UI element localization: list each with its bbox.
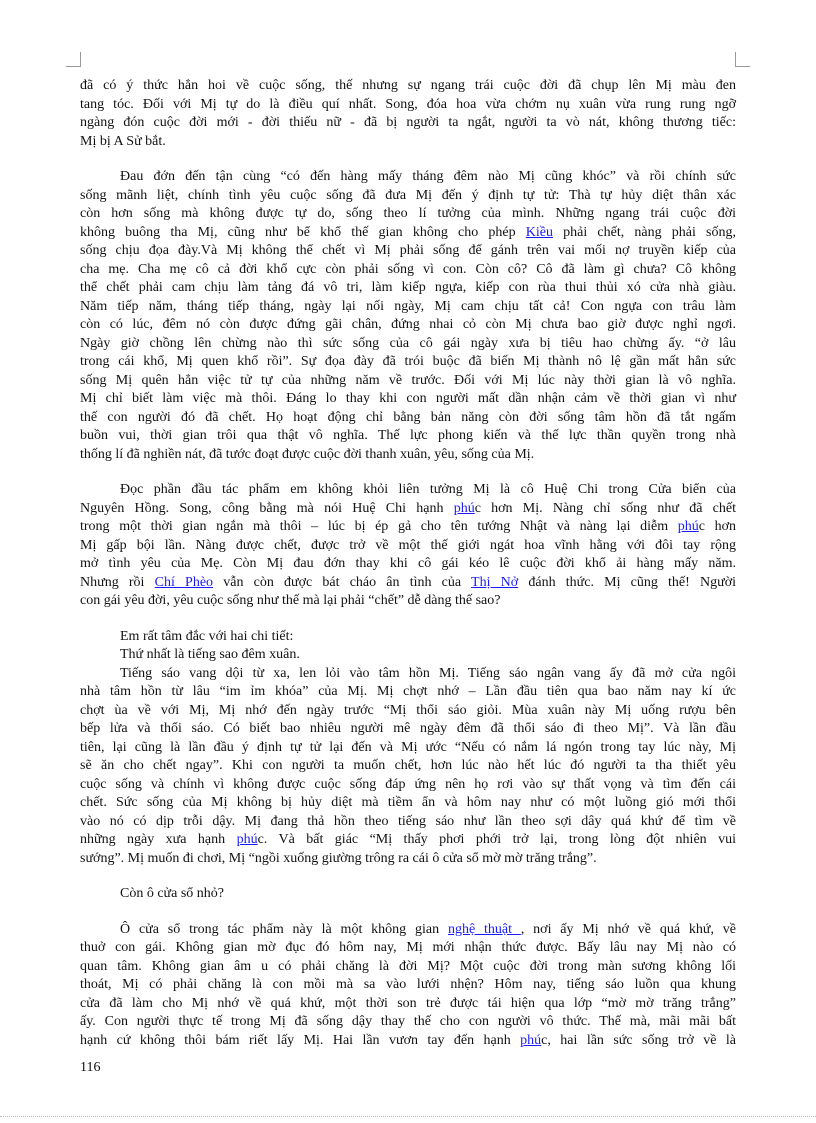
text-fragment: c hơn Mị. Nàng chỉ sống như đã chết xyxy=(474,500,736,516)
text-line: Mị chỉ biết làm việc mà thôi. Đáng lo thay khi con người mất dần nhận cảm về thời gian vì như xyxy=(80,391,736,406)
text-line: nhà tâm hồn từ lâu “im ỉm khóa” của Mị. Mị chợt nhớ – Lần đầu tiên qua bao năm nay kí ức xyxy=(80,684,736,699)
paragraph-8 xyxy=(80,921,736,1051)
text-line: ấy. Con người thực tế trong Mị đã sống dậy thay thế cho con người vô thức. Thế mà, mãi mãi bất xyxy=(80,1014,736,1029)
text-line: Mị bị A Sử bắt. xyxy=(80,133,166,149)
text-fragment: c. Và bất giác “Mị thấy phơi phới trở lại, trong lòng đột nhiên vui xyxy=(257,832,736,847)
link-nghe-thuat[interactable]: nghệ thuật xyxy=(447,921,521,937)
document-page xyxy=(80,77,736,1067)
paragraph-3 xyxy=(80,481,736,611)
link-chi-pheo[interactable]: Chí Phèo xyxy=(154,574,214,590)
text-line: Thứ nhất là tiếng sao đêm xuân. xyxy=(120,647,300,662)
text-line: thể chết phải cam chịu làm tảng đá vô tri, làm kiếp ngựa, kiếp con rùa thui thủi xó cửa nhà giàu. xyxy=(80,280,736,295)
text-fragment: không buông tha Mị, cũng như bể khổ thế gian không cho phép xyxy=(80,224,526,240)
text-line: buồn vui, thời gian trôi qua thật vô nghĩa. Thế lực phong kiến và thế lực thần quyền trong nhà xyxy=(80,428,736,443)
text-fragment: những ngày xưa hạnh xyxy=(80,832,237,847)
text-line: Tiếng sáo vang dội từ xa, len lỏi vào tâm hồn Mị. Tiếng sáo ngân vang ấy đã mở cửa ngôi xyxy=(120,665,736,681)
text-line: sống Mị quên hẳn việc tử tự của những năm về trước. Đối với Mị lúc này thời gian là vô nghĩa. xyxy=(80,372,736,388)
text-fragment: phải chết, nàng phải sống, xyxy=(552,224,737,240)
paragraph-4 xyxy=(80,628,736,647)
text-line: con gái yêu đời, yêu cuộc sống như thế mà lại phải “chết” dễ dàng thế sao? xyxy=(80,593,501,608)
text-line: cuộc sống và chính vì không được cuộc sống đáp ứng nên họ rơi vào sự thất vọng và tìm đến cái xyxy=(80,776,736,792)
text-fragment: Nguyên Hồng. Song, công bằng mà nói Huệ Chi hạnh xyxy=(80,500,454,516)
text-line: bếp lửa và thổi sáo. Có biết bao nhiêu người mê ngày đêm đã thổi sáo đi theo Mị”. Và lần đầu xyxy=(80,721,736,736)
text-line xyxy=(80,518,736,537)
text-line xyxy=(80,224,736,243)
text-line: tiên, lại cũng là lần đầu ý định tự tử lại đến và Mị ước “Nếu có nắm lá ngón trong tay lúc này, Mị xyxy=(80,739,736,755)
text-line: ngàng đón cuộc đời mới - đời thiếu nữ - đã bị người ta ngắt, người ta vò nát, không thương tiếc: xyxy=(80,115,736,130)
paragraph-5 xyxy=(80,646,736,665)
text-line: vào nó có dịp trỗi dậy. Mị đang thả hồn theo tiếng sáo như lần theo sợi dây quá khứ để tìm về xyxy=(80,813,736,829)
text-fragment: hạnh cứ không thôi bám riết lấy Mị. Hai lần vươn tay đến hạnh xyxy=(80,1032,521,1048)
text-line: chết. Sức sống của Mị không bị hủy diệt mà tiềm ẩn và hôm nay như có một luồng gió mới thổi xyxy=(80,795,736,810)
crop-mark-top-right xyxy=(735,52,750,67)
text-line: sống mãnh liệt, chính tình yêu cuộc sống đã đưa Mị đến ý định tự tử: Thà tự hủy diệt thân xác xyxy=(80,187,736,203)
text-line: thế con người đó đã chết. Họ hoạt động chỉ bằng bản năng còn đời sống tâm hồn đã tắt ngấm xyxy=(80,409,736,425)
text-line: sẽ ăn cho chết ngay”. Khi con người ta muốn chết, hơn lúc nào hết lúc đó người ta tha thiết yêu xyxy=(80,758,736,773)
text-line: Ngày giờ chồng lên chừng nào thì sức sống của cô gái ngày xưa bị tiêu hao chừng ấy. “ở lâu xyxy=(80,335,736,351)
text-line: thuở con gái. Không gian mờ đục đó hôm nay, Mị mới nhận thức được. Bấy lâu nay Mị nào có xyxy=(80,940,736,955)
text-line: cửa đã làm cho Mị nhớ về quá khứ, một thời son trẻ được tái hiện qua lớp “mờ mờ trăng trắng” xyxy=(80,995,736,1011)
text-line: mở tình yêu của Mẹ. Còn Mị đau đớn thay khi cô gái kéo lê cuộc đời khổ ải hàng mấy năm. xyxy=(80,556,736,571)
link-thi-no[interactable]: Thị Nở xyxy=(471,574,519,590)
text-line: sống chịu đọa đày.Và Mị không thể chết vì Mị phải sống để gánh trên vai mối nợ truyền kiếp của xyxy=(80,243,736,258)
page-number: 116 xyxy=(80,1060,101,1075)
text-line: cha mẹ. Cha mẹ cô cả đời khổ cực còn phải sống vì con. Còn cô? Cô đã làm gì chưa? Cô không xyxy=(80,261,736,277)
text-line: thống lí đã nghiền nát, đã tước đoạt được cuộc đời thanh xuân, yêu, sống của Mị. xyxy=(80,446,535,462)
text-line: Còn ô cửa sổ nhỏ? xyxy=(120,886,225,901)
text-line: Đọc phần đầu tác phẩm em không khỏi liên tưởng Mị là cô Huệ Chi trong Cửa biển của xyxy=(120,482,736,497)
text-line: Mị gấp bội lần. Nàng được chết, được trở về một thế giới ngát hoa vĩnh hằng với đôi tay rộng xyxy=(80,537,736,553)
text-line: còn có lúc, đêm nó còn được đứng gãi chân, đứng nhai cỏ còn Mị chưa bao giờ được nghỉ ngơi. xyxy=(80,317,736,332)
text-fragment: đánh thức. Mị cũng thế! Người xyxy=(518,574,736,590)
text-line: Đau đớn đến tận cùng “có đến hàng mấy tháng đêm nào Mị cũng khóc” và rồi chính sức xyxy=(120,169,736,184)
text-line xyxy=(80,1032,736,1051)
text-fragment: c hơn xyxy=(698,519,736,534)
text-line xyxy=(80,921,736,940)
text-fragment: , nơi ấy Mị nhớ về quá khứ, về xyxy=(520,921,737,937)
text-line: tang tóc. Đối với Mị tự do là điều quí nhất. Song, đóa hoa vừa chớm nụ xuân vừa rung rung ngỡ xyxy=(80,96,736,112)
text-line: trong cái khổ, Mị quen khổ rồi”. Sự đọa đày đã trói buộc đã biến Mị thành nô lệ gần mất hẳn sức xyxy=(80,354,736,369)
text-fragment: c, hai lần sức sống trở về là xyxy=(541,1032,736,1048)
page-bottom-divider xyxy=(0,1116,816,1117)
text-line: chợt ùa về với Mị, Mị nhớ đến ngày trước “Mị thổi sáo giỏi. Mùa xuân này Mị uống rượu bên xyxy=(80,702,736,718)
text-line: đã có ý thức hẳn hoi về cuộc sống, thế nhưng sự ngang trái cuộc đời đã chụp lên Mị màu đen xyxy=(80,78,736,93)
text-line xyxy=(80,500,736,519)
link-phuc[interactable]: phú xyxy=(520,1032,542,1048)
paragraph-1 xyxy=(80,77,736,151)
text-fragment: vẫn còn được bát cháo ân tình của xyxy=(213,574,472,590)
text-line: Năm tiếp năm, tháng tiếp tháng, ngày lại nối ngày, Mị cam chịu tất cả! Con ngựa con trâu làm xyxy=(80,298,736,314)
link-kieu[interactable]: Kiều xyxy=(525,224,553,240)
text-fragment: trong một thời gian ngắn mà thôi – lúc bị ép gả cho tên tướng Nhật và nàng lại diễm xyxy=(80,519,678,534)
text-fragment: Ô cửa sổ trong tác phẩm này là một không gian xyxy=(120,921,448,937)
text-line: thoát, Mị có phải chăng là con mồi mà sa vào lưới nhện? Hôm nay, tiếng sáo luồn qua khung xyxy=(80,977,736,992)
text-line: sướng”. Mị muốn đi chơi, Mị “ngồi xuống giường trông ra cái ô cửa sổ mờ mờ trăng trắng”. xyxy=(80,850,597,866)
text-fragment: Nhưng rồi xyxy=(80,574,155,590)
text-line xyxy=(80,831,736,850)
text-line: Em rất tâm đắc với hai chi tiết: xyxy=(120,628,294,644)
paragraph-2 xyxy=(80,168,736,464)
text-line: quan tâm. Không gian âm u có phải chăng là đời Mị? Một cuộc đời trong màn sương không lối xyxy=(80,958,736,974)
crop-mark-top-left xyxy=(66,52,81,67)
text-line: còn hơn sống mà không được tự do, sống theo lí tưởng của mình. Những ngang trái cuộc đời xyxy=(80,206,736,221)
link-phuc[interactable]: phú xyxy=(453,500,475,516)
link-phuc[interactable]: phú xyxy=(677,519,699,534)
text-line xyxy=(80,574,736,593)
paragraph-7 xyxy=(80,885,736,904)
link-phuc[interactable]: phú xyxy=(236,832,258,847)
paragraph-6 xyxy=(80,665,736,869)
